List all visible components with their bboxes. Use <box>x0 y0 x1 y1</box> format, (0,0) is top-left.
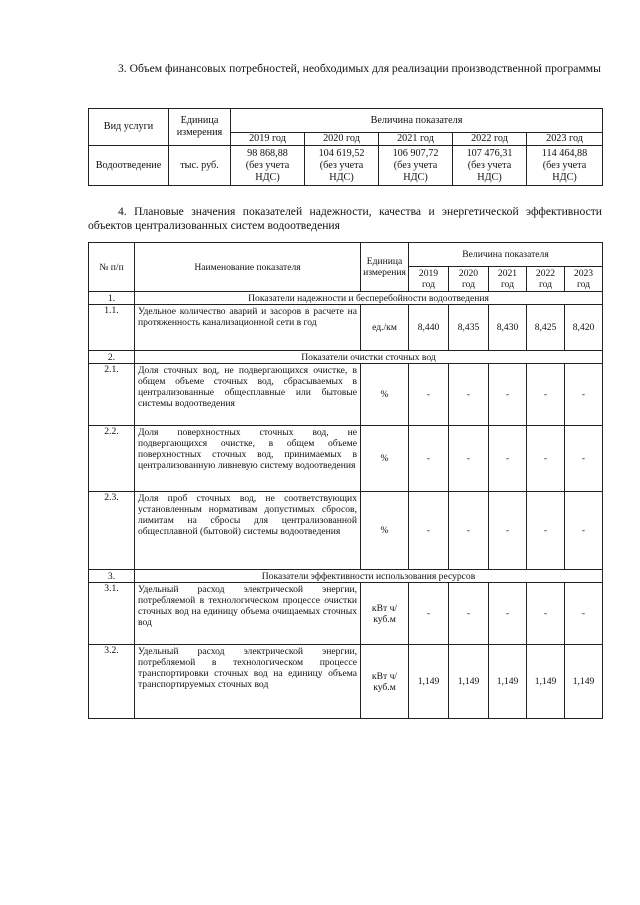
table-row <box>89 364 603 426</box>
col-name-header: Наименование показателя <box>135 243 361 292</box>
value-cell: - <box>565 492 603 570</box>
value-cell: 114 464,88 (без учета НДС) <box>527 146 603 186</box>
value-cell: 104 619,52 (без учета НДС) <box>305 146 379 186</box>
unit-cell: кВт ч/куб.м <box>361 583 409 645</box>
service-cell: Водоотведение <box>89 146 169 186</box>
row-number-cell: 3.2. <box>89 645 135 719</box>
row-number-cell: 2.3. <box>89 492 135 570</box>
value-cell: - <box>409 583 449 645</box>
year-header: 2022 год <box>527 267 565 292</box>
table-row <box>89 146 603 186</box>
value-cell: - <box>489 426 527 492</box>
table-row <box>89 645 603 719</box>
value-cell: - <box>489 583 527 645</box>
value-cell: 98 868,88 (без учета НДС) <box>231 146 305 186</box>
table-row <box>89 305 603 351</box>
table-row <box>89 492 603 570</box>
value-cell: - <box>565 426 603 492</box>
row-number-cell: 1. <box>89 292 135 305</box>
indicator-name-cell: Доля сточных вод, не подвергающихся очистке, в общем объеме сточных вод, сбрасываемых в централизованные общесплавные или бытовые системы водоотведения <box>135 364 361 426</box>
group-row <box>89 292 603 305</box>
row-number-cell: 3.1. <box>89 583 135 645</box>
year-header: 2019 год <box>409 267 449 292</box>
value-cell: 107 476,31 (без учета НДС) <box>453 146 527 186</box>
row-number-cell: 3. <box>89 570 135 583</box>
unit-cell: % <box>361 364 409 426</box>
unit-cell: кВт ч/куб.м <box>361 645 409 719</box>
year-header: 2020 год <box>305 133 379 146</box>
indicator-name-cell: Удельный расход электрической энергии, потребляемой в технологическом процессе транспортировки сточных вод на единицу объема транспортируемых сточных вод <box>135 645 361 719</box>
value-cell: 106 907,72 (без учета НДС) <box>379 146 453 186</box>
section3-heading: 3. Объем финансовых потребностей, необходимых для реализации производственной программы <box>118 62 601 75</box>
indicator-name-cell: Доля проб сточных вод, не соответствующих установленным нормативам допустимых сбросов, лимитам на сбросы для централизованной общесплавной (бытовой) системы водоотведения <box>135 492 361 570</box>
value-cell: 8,420 <box>565 305 603 351</box>
row-number-cell: 1.1. <box>89 305 135 351</box>
year-header: 2021 год <box>379 133 453 146</box>
table-row <box>89 583 603 645</box>
value-cell: - <box>527 426 565 492</box>
value-cell: 1,149 <box>409 645 449 719</box>
value-cell: 8,435 <box>449 305 489 351</box>
year-header: 2021 год <box>489 267 527 292</box>
group-title-cell: Показатели очистки сточных вод <box>135 351 603 364</box>
indicator-name-cell: Удельное количество аварий и засоров в расчете на протяженность канализационной сети в год <box>135 305 361 351</box>
value-cell: - <box>449 583 489 645</box>
group-title-cell: Показатели надежности и бесперебойности водоотведения <box>135 292 603 305</box>
col-unit-header: Единица измерения <box>169 109 231 146</box>
value-cell: 1,149 <box>489 645 527 719</box>
col-value-header: Величина показателя <box>409 243 603 267</box>
value-cell: - <box>489 492 527 570</box>
unit-cell: % <box>361 492 409 570</box>
year-header: 2022 год <box>453 133 527 146</box>
value-cell: - <box>449 364 489 426</box>
value-cell: - <box>565 583 603 645</box>
value-cell: - <box>409 426 449 492</box>
group-title-cell: Показатели эффективности использования ресурсов <box>135 570 603 583</box>
value-cell: 1,149 <box>449 645 489 719</box>
value-cell: - <box>565 364 603 426</box>
group-row <box>89 570 603 583</box>
value-cell: - <box>489 364 527 426</box>
row-number-cell: 2.2. <box>89 426 135 492</box>
group-row <box>89 351 603 364</box>
section4-heading: 4. Плановые значения показателей надежности, качества и энергетической эффективности объектов централизованных систем водоотведения <box>88 205 602 232</box>
col-value-header: Величина показателя <box>231 109 603 133</box>
unit-cell: тыс. руб. <box>169 146 231 186</box>
value-cell: 1,149 <box>527 645 565 719</box>
value-cell: 8,440 <box>409 305 449 351</box>
year-header: 2023 год <box>565 267 603 292</box>
value-cell: - <box>527 364 565 426</box>
col-service-header: Вид услуги <box>89 109 169 146</box>
col-num-header: № п/п <box>89 243 135 292</box>
row-number-cell: 2. <box>89 351 135 364</box>
table-row <box>89 426 603 492</box>
financial-needs-table <box>88 108 603 186</box>
unit-cell: ед./км <box>361 305 409 351</box>
value-cell: 1,149 <box>565 645 603 719</box>
year-header: 2019 год <box>231 133 305 146</box>
row-number-cell: 2.1. <box>89 364 135 426</box>
value-cell: - <box>527 583 565 645</box>
year-header: 2023 год <box>527 133 603 146</box>
indicator-name-cell: Доля поверхностных сточных вод, не подвергающихся очистке, в общем объеме поверхностных сточных вод, принимаемых в централизованную ливневую систему водоотведения <box>135 426 361 492</box>
value-cell: 8,430 <box>489 305 527 351</box>
value-cell: - <box>409 364 449 426</box>
value-cell: - <box>527 492 565 570</box>
value-cell: - <box>449 426 489 492</box>
value-cell: - <box>409 492 449 570</box>
unit-cell: % <box>361 426 409 492</box>
year-header: 2020 год <box>449 267 489 292</box>
value-cell: 8,425 <box>527 305 565 351</box>
value-cell: - <box>449 492 489 570</box>
indicator-name-cell: Удельный расход электрической энергии, потребляемой в технологическом процессе очистки сточных вод на единицу объема очищаемых сточных вод <box>135 583 361 645</box>
col-unit-header: Единица измерения <box>361 243 409 292</box>
indicators-table <box>88 242 603 719</box>
